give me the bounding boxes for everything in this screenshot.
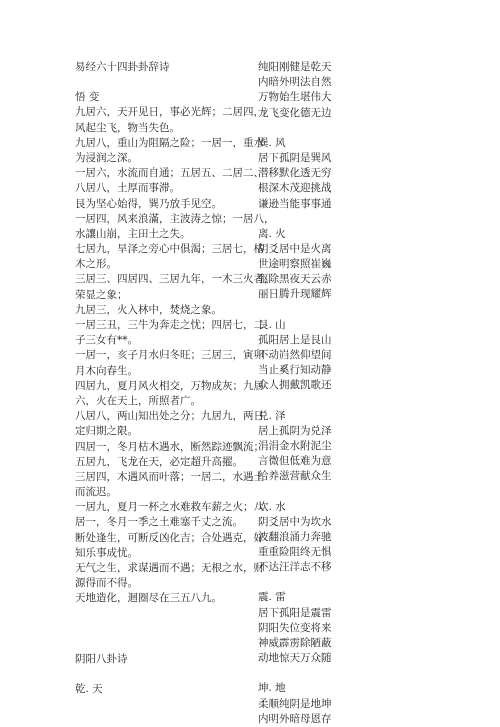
poem-line: 给养滋营献众生 (258, 470, 332, 483)
poem-line: 内暗外明法自然 (258, 76, 332, 89)
poem-line: 万物始生堪伟大 (258, 91, 332, 104)
poem-line: 龙飞变化德无边 (258, 106, 332, 119)
text-line: 定归期之限。 (75, 425, 138, 438)
text-line: 一居九，夏月一杯之水难救车薪之火；八 (75, 501, 264, 514)
spacer (258, 485, 358, 500)
right-column (258, 60, 358, 727)
text-line: 天地造化，迴圈尽在三五八九。 (75, 592, 222, 605)
text-line: 月木向春生。 (75, 364, 138, 377)
poem-line: 阴爻居中是火离 (258, 242, 332, 255)
text-line: 八居八，土厚而事滞。 (75, 182, 180, 195)
spacer (258, 666, 358, 681)
poem-line: 波翻浪涌力奔驰 (258, 530, 332, 543)
text-line: 六，火在天上，所照者广。 (75, 394, 201, 407)
text-line: 源得而不得。 (75, 577, 138, 590)
poem-line: 阴爻居中为坎水 (258, 515, 332, 528)
poem-line: 内明外暗母恩存 (258, 712, 332, 725)
text-line: 四居九，夏月风火相交，万物成灰；九居 (75, 379, 264, 392)
text-line: 一居一，亥子月水归冬旺；三居三，寅卯 (75, 349, 264, 362)
spacer (258, 303, 358, 318)
poem-line: 涓涓金水附泥尘 (258, 439, 332, 452)
spacer (258, 121, 358, 136)
text-line: 一居三丑，三牛为奔走之忧；四居七，二 (75, 319, 264, 331)
poem-line: 当止奚行知动静 (258, 364, 332, 377)
poem-line: 言微但低难为意 (258, 455, 332, 468)
text-line: 三居四，木遇风而叶落；一居二，水遇土 (75, 470, 264, 483)
text-line: 断处逢生，可断反凶化吉；合处遇克，好 (75, 531, 264, 544)
poem-line: 驱除黑夜天云赤 (258, 273, 332, 286)
text-line: 一居六，水流而自通；五居五、二居二、 (75, 167, 264, 180)
poem-line: 纯阳刚健是乾天 (258, 61, 332, 73)
section-heading-wubian: 悟 变 (75, 91, 100, 104)
spacer (75, 667, 255, 682)
text-line: 四居一，冬月枯木遇水，断然踪迹飘流； (75, 440, 264, 453)
spacer (258, 394, 358, 409)
text-line: 艮为坚心始得，巽乃放手见空。 (75, 197, 222, 210)
text-line: 水讓山崩，主田土之失。 (75, 227, 191, 240)
poem-line: 世途明察照崔巍 (258, 258, 332, 271)
poem-line: 神威霹雳除陋蔽 (258, 637, 332, 649)
spacer (258, 212, 358, 227)
text-line: 而流迟。 (75, 486, 117, 499)
poem-line: 潜移默化透无穷 (258, 167, 332, 180)
text-line: 八居八，两山知出处之分；九居九，两日 (75, 410, 264, 423)
text-line: 五居九，飞龙在天，必定超升高擢。 (75, 455, 243, 468)
poem-heading: 坎. 水 (258, 500, 286, 513)
text-line: 木之形。 (75, 258, 117, 271)
text-line: 风起尘飞，物当失色。 (75, 121, 180, 134)
text-line: 九居六，天开见日，事必光辉；二居四， (75, 106, 264, 119)
spacer (75, 607, 255, 652)
text-line: 子三女有**。 (75, 334, 138, 347)
text-line: 无气之生，求谋遇而不遇；无根之水，财 (75, 562, 264, 574)
poem-line: 孤阳居上是艮山 (258, 333, 332, 346)
section-heading-yinyang: 阴阳八卦诗 (75, 652, 128, 665)
poem-heading: 巽. 风 (258, 136, 286, 149)
poem-line: 阴阳失位变将来 (258, 621, 332, 634)
text-line: 一居四，风来浪滿，主波涛之惊；一居八， (75, 212, 275, 225)
text-line: 三居三、四居四、三居九年，一木三火者， (75, 273, 275, 286)
poem-line: 重重险阻终无惧 (258, 546, 332, 559)
poem-heading: 坤. 地 (258, 682, 286, 695)
text-line: 九居八，重山为阻隔之险；一居一，重水 (75, 136, 264, 149)
poem-line: 不达汪洋志不移 (258, 561, 332, 574)
document-title: 易经六十四卦卦辞诗 (75, 61, 170, 73)
text-line: 居一，冬月一季之土难塞千丈之流。 (75, 516, 243, 529)
poem-line: 柔顺纯阴是地坤 (258, 697, 332, 710)
poem-line: 动地惊天万众随 (258, 652, 332, 665)
poem-line: 根深木茂迎挑战 (258, 182, 332, 195)
spacer (75, 75, 255, 90)
poem-line: 居下孤阳是震雷 (258, 606, 332, 619)
spacer (258, 575, 358, 590)
poem-line: 居下孤阴是巽风 (258, 151, 332, 164)
text-line: 荣显之象； (75, 288, 128, 301)
section-heading-qian: 乾. 天 (75, 682, 103, 695)
text-line: 为浸润之深。 (75, 151, 138, 164)
poem-line: 众人拥戴凯歌还 (258, 379, 332, 392)
text-line: 七居九，旱泽之旁心中俱渴；三居七，枯 (75, 243, 264, 256)
poem-heading: 艮. 山 (258, 318, 286, 331)
poem-line: 不动岿然仰望间 (258, 349, 332, 361)
text-line: 知乐事成忧。 (75, 546, 138, 559)
text-line: 九居三，火入林中，焚烧之象。 (75, 303, 222, 316)
poem-heading: 兑. 泽 (258, 409, 286, 422)
poem-line: 谦逊当能事事通 (258, 197, 332, 210)
poem-heading: 离. 火 (258, 227, 286, 240)
poem-heading: 震. 雷 (258, 591, 286, 604)
poem-line: 居上孤阴为兑泽 (258, 424, 332, 437)
poem-line: 丽日腾升现耀辉 (258, 288, 332, 301)
